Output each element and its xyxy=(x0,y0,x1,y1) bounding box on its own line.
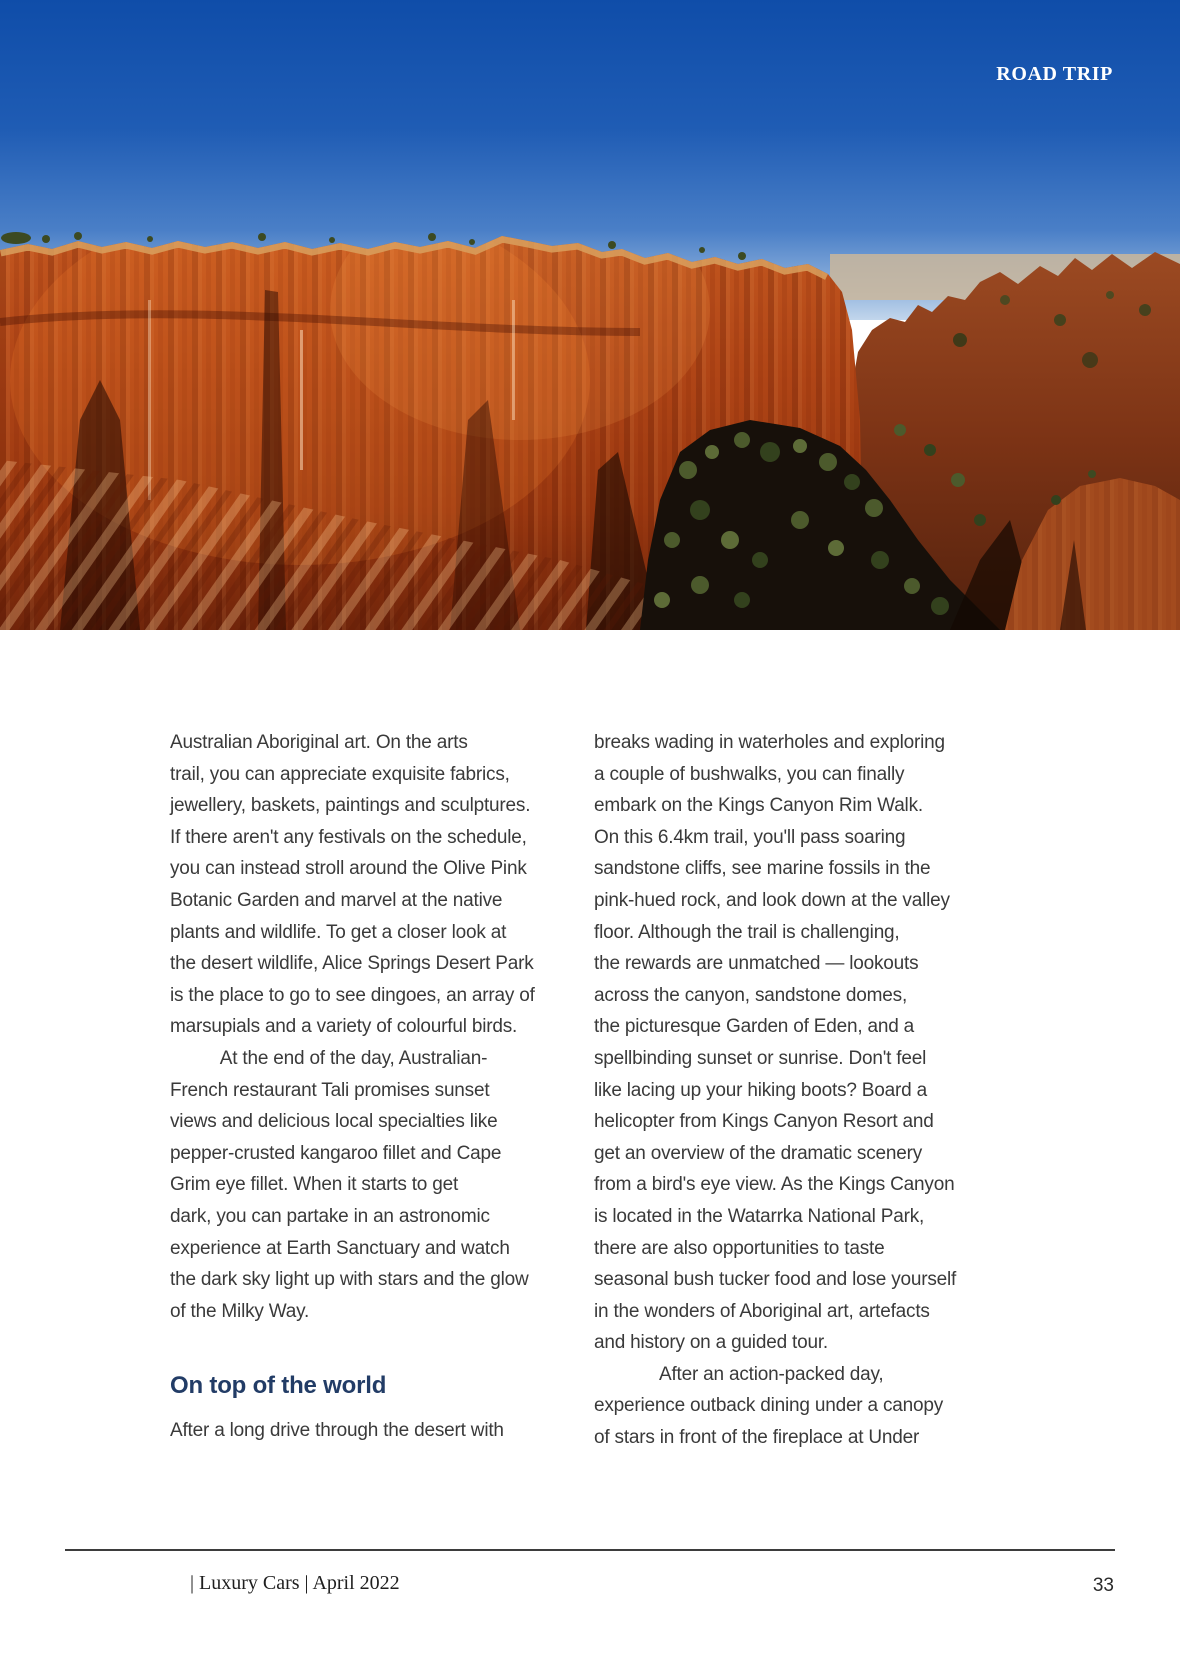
text-line: the desert wildlife, Alice Springs Desert Park xyxy=(170,953,534,975)
text-line: After an action-packed day, xyxy=(594,1363,884,1385)
text-line: experience outback dining under a canopy xyxy=(594,1395,944,1417)
text-line: across the canyon, sandstone domes, xyxy=(594,984,908,1006)
text-line: of the Milky Way. xyxy=(170,1300,310,1322)
text-line: If there aren't any festivals on the schedule, xyxy=(170,826,527,848)
text-line: spellbinding sunset or sunrise. Don't feel xyxy=(594,1047,927,1069)
text-line: a couple of bushwalks, you can finally xyxy=(594,763,905,785)
section-heading: On top of the world xyxy=(170,1372,387,1400)
text-line: dark, you can partake in an astronomic xyxy=(170,1205,490,1227)
text-line: like lacing up your hiking boots? Board a xyxy=(594,1079,927,1101)
text-line: plants and wildlife. To get a closer look at xyxy=(170,921,507,943)
right-column-lines xyxy=(594,727,956,1454)
text-line: Australian Aboriginal art. On the arts xyxy=(170,732,468,753)
text-line: the rewards are unmatched — lookouts xyxy=(594,953,919,975)
text-line: jewellery, baskets, paintings and sculptures. xyxy=(170,795,531,817)
canyon-photo-art xyxy=(0,0,1180,630)
text-line: French restaurant Tali promises sunset xyxy=(170,1079,490,1101)
text-line: pepper-crusted kangaroo fillet and Cape xyxy=(170,1142,502,1164)
text-line: After a long drive through the desert with xyxy=(170,1420,504,1442)
text-line: the dark sky light up with stars and the glow xyxy=(170,1269,529,1291)
text-line: embark on the Kings Canyon Rim Walk. xyxy=(594,795,923,817)
text-line: On this 6.4km trail, you'll pass soaring xyxy=(594,826,906,848)
text-line: views and delicious local specialties like xyxy=(170,1111,498,1133)
text-line: sandstone cliffs, see marine fossils in the xyxy=(594,858,931,880)
text-line: in the wonders of Aboriginal art, artefacts xyxy=(594,1300,930,1322)
text-line: pink-hued rock, and look down at the valley xyxy=(594,889,950,911)
left-column-lines xyxy=(170,727,535,1327)
text-line: At the end of the day, Australian- xyxy=(170,1047,488,1069)
text-line: the picturesque Garden of Eden, and a xyxy=(594,1016,915,1038)
text-line: is located in the Watarrka National Park, xyxy=(594,1205,925,1227)
text-line: is the place to go to see dingoes, an array of xyxy=(170,984,535,1006)
text-line: floor. Although the trail is challenging, xyxy=(594,921,900,943)
text-line: experience at Earth Sanctuary and watch xyxy=(170,1237,510,1259)
text-line: seasonal bush tucker food and lose yourself xyxy=(594,1269,957,1291)
magazine-credit: | Luxury Cars | April 2022 xyxy=(190,1572,400,1594)
text-line: there are also opportunities to taste xyxy=(594,1237,885,1259)
canyon-photo xyxy=(0,0,1180,630)
footer-rule xyxy=(65,1549,1115,1551)
text-line: Botanic Garden and marvel at the native xyxy=(170,889,503,911)
text-line: breaks wading in waterholes and exploring xyxy=(594,732,945,753)
text-line: get an overview of the dramatic scenery xyxy=(594,1142,923,1164)
text-line: Grim eye fillet. When it starts to get xyxy=(170,1174,459,1196)
article-column-right xyxy=(594,727,956,1454)
text-line: trail, you can appreciate exquisite fabrics, xyxy=(170,763,510,785)
text-line: marsupials and a variety of colourful birds. xyxy=(170,1016,518,1038)
text-line: helicopter from Kings Canyon Resort and xyxy=(594,1111,934,1133)
section-kicker: ROAD TRIP xyxy=(996,63,1113,85)
text-line: you can instead stroll around the Olive Pink xyxy=(170,858,527,880)
page-number: 33 xyxy=(1092,1575,1114,1596)
text-line: from a bird's eye view. As the Kings Canyon xyxy=(594,1174,955,1196)
text-line: and history on a guided tour. xyxy=(594,1332,828,1354)
text-line: of stars in front of the fireplace at Under xyxy=(594,1427,920,1449)
article-column-left xyxy=(170,727,535,1447)
